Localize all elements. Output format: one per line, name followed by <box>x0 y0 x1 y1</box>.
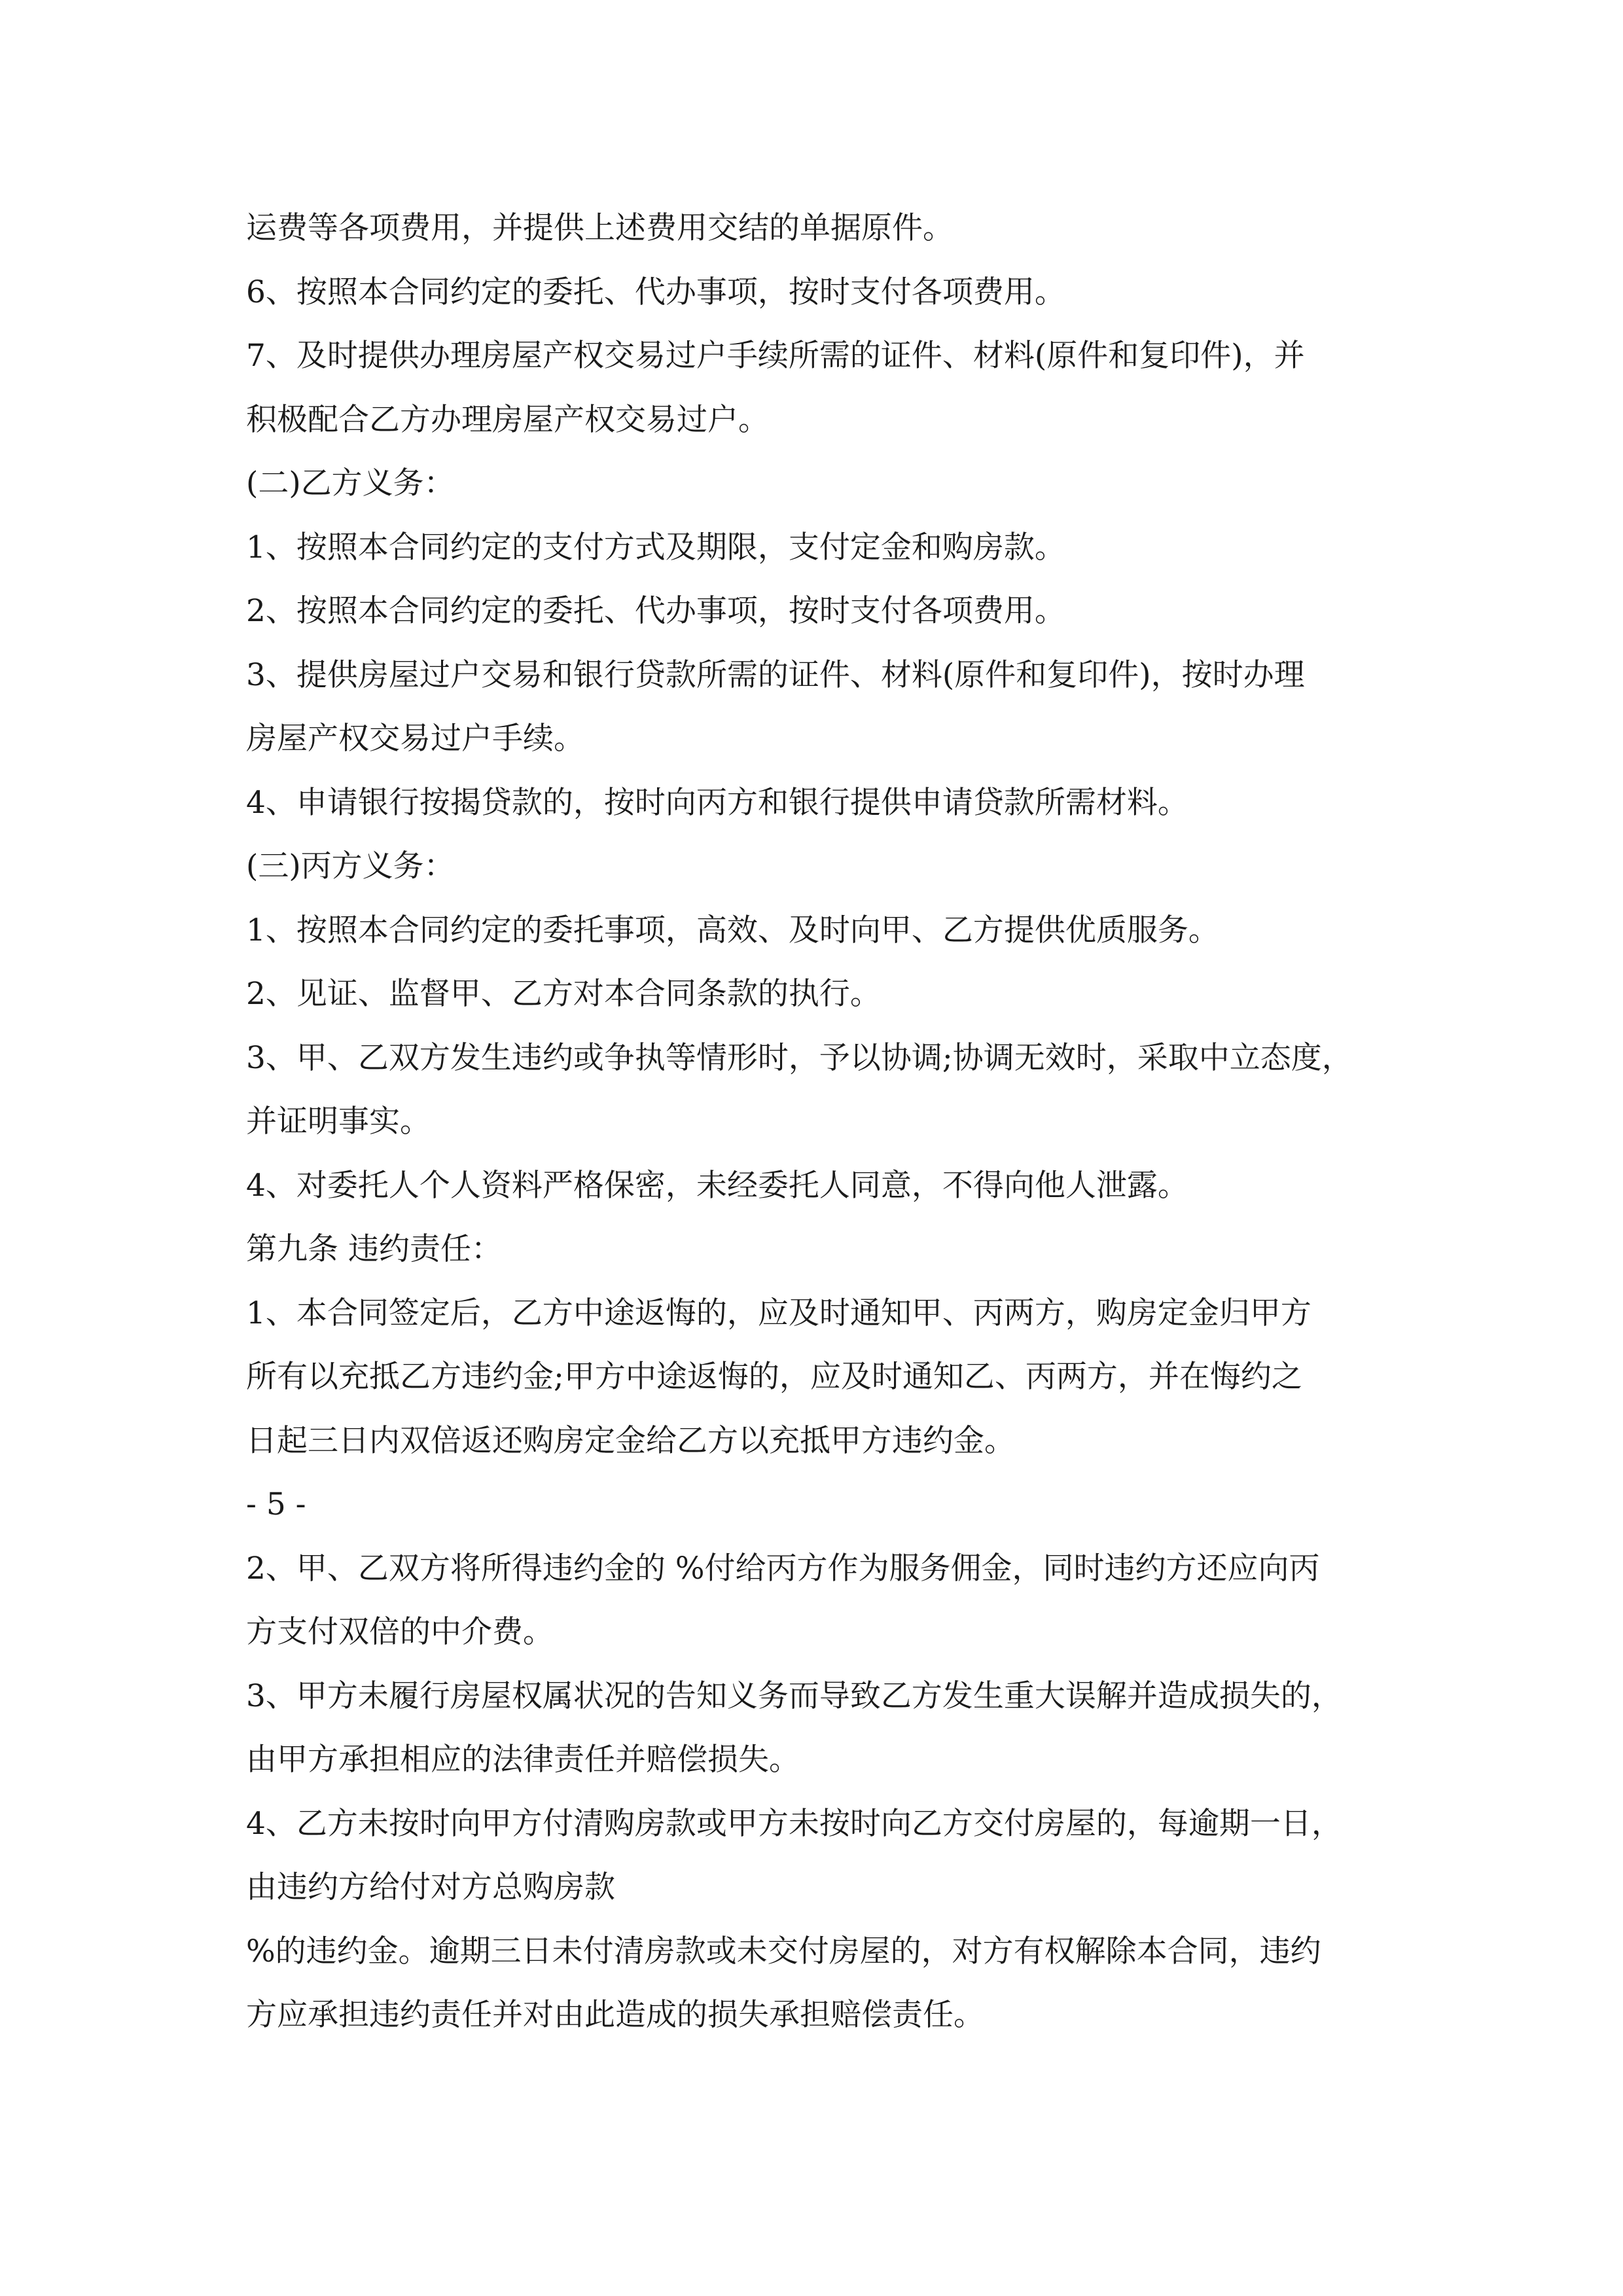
text-line: 房屋产权交易过户手续。 <box>246 721 584 757</box>
text-line: 1、按照本合同约定的支付方式及期限，支付定金和购房款。 <box>246 529 1065 565</box>
text-line: 方支付双倍的中介费。 <box>246 1614 554 1650</box>
text-line: 7、及时提供办理房屋产权交易过户手续所需的证件、材料(原件和复印件)，并 <box>246 338 1305 374</box>
text-line: 并证明事实。 <box>246 1103 431 1139</box>
text-line: 积极配合乙方办理房屋产权交易过户。 <box>246 401 769 438</box>
text-line: 方应承担违约责任并对由此造成的损失承担赔偿责任。 <box>246 1997 984 2033</box>
text-line: 4、申请银行按揭贷款的，按时向丙方和银行提供申请贷款所需材料。 <box>246 784 1188 821</box>
text-line: 3、甲、乙双方发生违约或争执等情形时，予以协调;协调无效时，采取中立态度， <box>246 1039 1353 1076</box>
text-line: 1、按照本合同约定的委托事项，高效、及时向甲、乙方提供优质服务。 <box>246 912 1219 948</box>
text-line: 日起三日内双倍返还购房定金给乙方以充抵甲方违约金。 <box>246 1422 1015 1459</box>
document-body <box>246 196 1385 2047</box>
text-line: 所有以充抵乙方违约金;甲方中途返悔的，应及时通知乙、丙两方，并在悔约之 <box>246 1359 1302 1395</box>
text-line: 2、见证、监督甲、乙方对本合同条款的执行。 <box>246 976 881 1012</box>
text-line: 2、按照本合同约定的委托、代办事项，按时支付各项费用。 <box>246 593 1065 629</box>
text-line: 6、按照本合同约定的委托、代办事项，按时支付各项费用。 <box>246 274 1065 310</box>
text-line: 运费等各项费用，并提供上述费用交结的单据原件。 <box>246 210 954 246</box>
text-line: 由甲方承担相应的法律责任并赔偿损失。 <box>246 1742 800 1778</box>
text-line: 1、本合同签定后，乙方中途返悔的，应及时通知甲、丙两方，购房定金归甲方 <box>246 1295 1311 1331</box>
text-line: 3、甲方未履行房屋权属状况的告知义务而导致乙方发生重大误解并造成损失的， <box>246 1677 1342 1714</box>
page-number: - 5 - <box>246 1486 306 1522</box>
text-line: %的违约金。逾期三日未付清房款或未交付房屋的，对方有权解除本合同，违约 <box>246 1933 1321 1969</box>
text-line: 4、乙方未按时向甲方付清购房款或甲方未按时向乙方交付房屋的，每逾期一日， <box>246 1805 1342 1842</box>
section-heading: (三)丙方义务： <box>246 848 455 884</box>
text-line: 由违约方给付对方总购房款 <box>246 1869 615 1905</box>
article-heading: 第九条 违约责任： <box>246 1231 502 1267</box>
text-line: 2、甲、乙双方将所得违约金的 %付给丙方作为服务佣金，同时违约方还应向丙 <box>246 1550 1320 1587</box>
text-line: 4、对委托人个人资料严格保密，未经委托人同意，不得向他人泄露。 <box>246 1167 1188 1204</box>
text-line: 3、提供房屋过户交易和银行贷款所需的证件、材料(原件和复印件)，按时办理 <box>246 656 1305 693</box>
section-heading: (二)乙方义务： <box>246 465 455 501</box>
